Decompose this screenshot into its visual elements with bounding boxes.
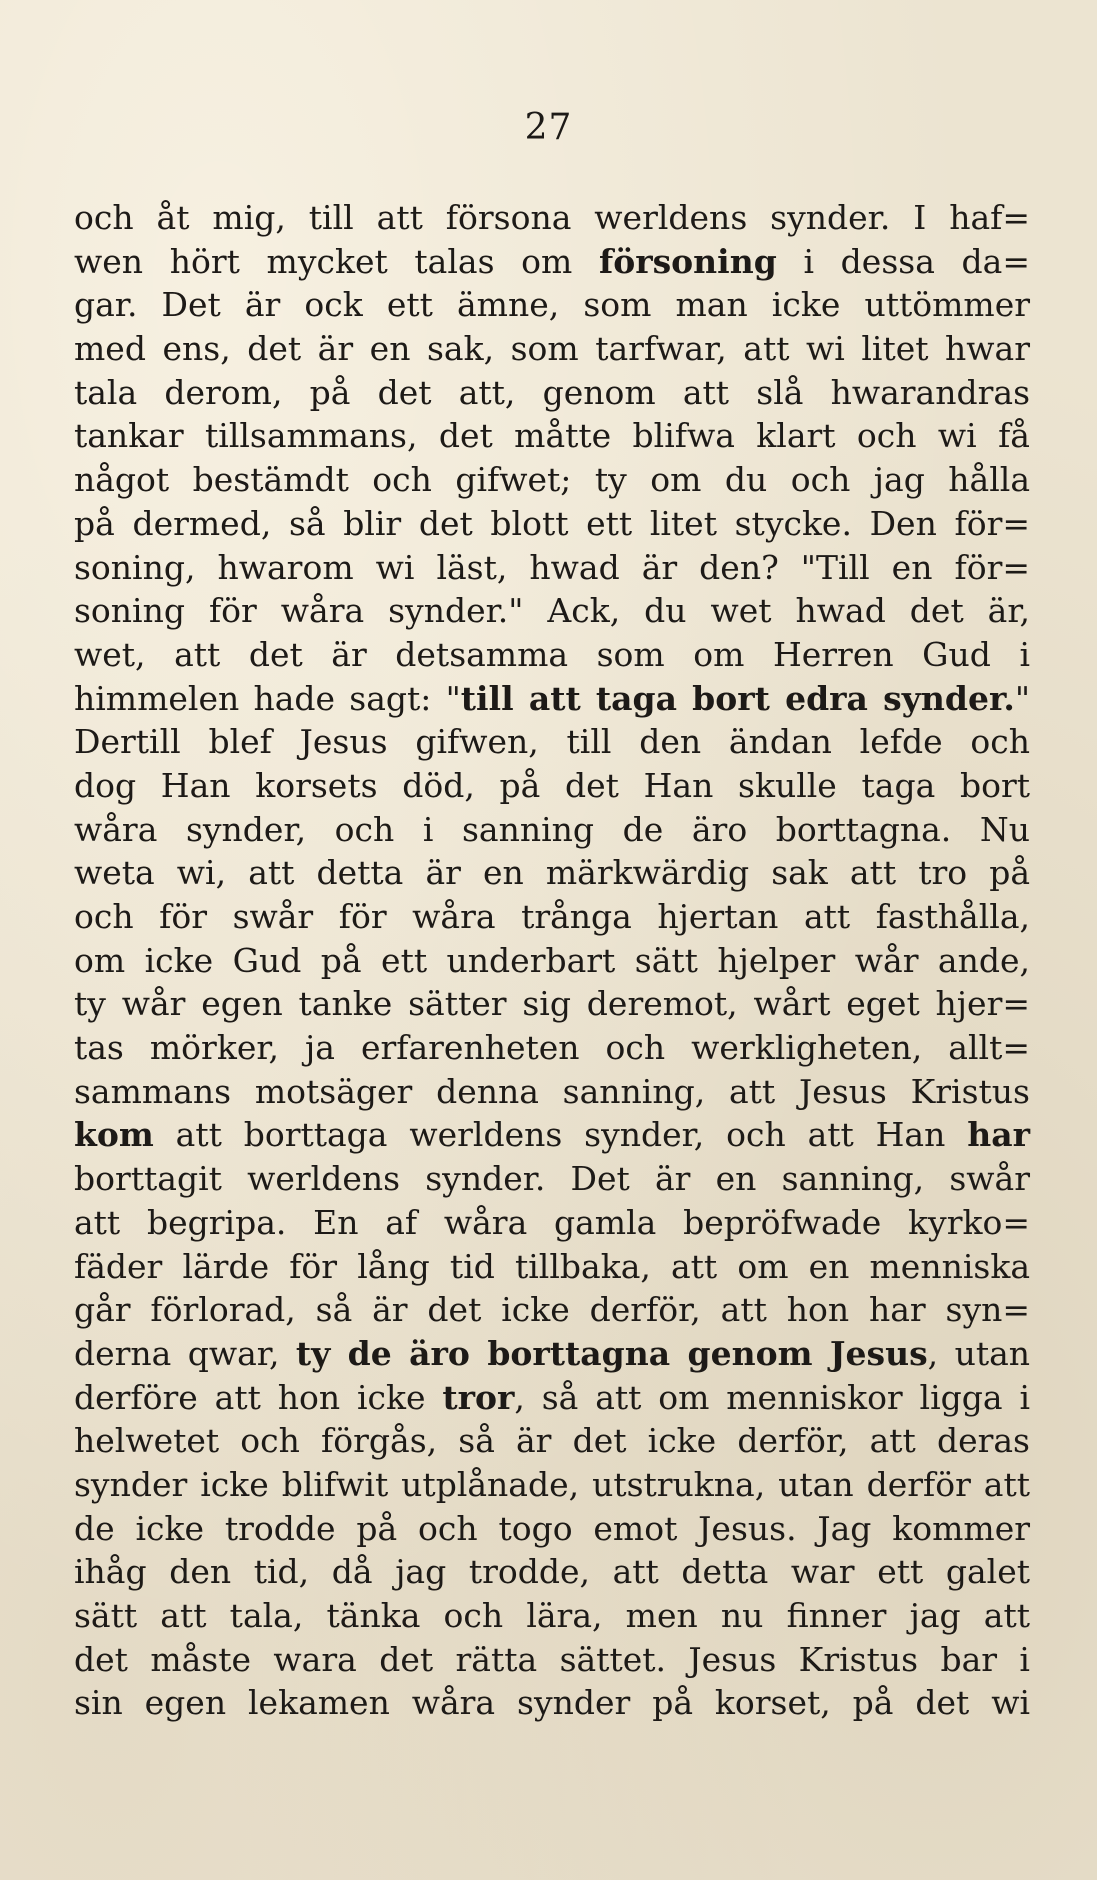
text-line: derföre att hon icke tror, så att om menniskor ligga i <box>74 1377 1030 1417</box>
text-line: på dermed, så blir det blott ett litet stycke. Den för= <box>74 503 1030 543</box>
text-line: och för swår för wåra trånga hjertan att fasthålla, <box>74 897 1030 936</box>
text-line: om icke Gud på ett underbart sätt hjelper wår ande, <box>74 940 1030 980</box>
text-line: med ens, det är en sak, som tarfwar, att wi litet hwar <box>74 329 1030 369</box>
emphasis-text: har <box>967 1115 1030 1155</box>
text-line: det måste wara det rätta sättet. Jesus Kristus bar i <box>74 1639 1030 1679</box>
text-line: kom att borttaga werldens synder, och att Han har <box>74 1115 1030 1155</box>
emphasis-text: tror <box>442 1377 515 1417</box>
body-text <box>74 196 1030 1725</box>
text-line: tankar tillsammans, det måtte blifwa klart och wi få <box>74 416 1030 456</box>
text-line: går förlorad, så är det icke derför, att hon har syn= <box>74 1290 1030 1330</box>
text-line: sammans motsäger denna sanning, att Jesus Kristus <box>74 1071 1030 1111</box>
text-line: ty wår egen tanke sätter sig deremot, wårt eget hjer= <box>74 984 1030 1024</box>
emphasis-text: försoning <box>599 241 777 281</box>
text-line: Dertill blef Jesus gifwen, till den ändan lefde och <box>74 722 1030 762</box>
text-line: synder icke blifwit utplånade, utstrukna, utan derför att <box>74 1464 1030 1504</box>
emphasis-text: kom <box>74 1115 154 1155</box>
text-line: weta wi, att detta är en märkwärdig sak att tro på <box>74 853 1030 893</box>
text-line: fäder lärde för lång tid tillbaka, att om en menniska <box>74 1246 1030 1286</box>
text-line: himmelen hade sagt: "till att taga bort edra synder." <box>74 678 1030 718</box>
text-line: något bestämdt och gifwet; ty om du och jag hålla <box>74 460 1030 500</box>
text-line: borttagit werldens synder. Det är en sanning, swår <box>74 1159 1030 1199</box>
text-line: ihåg den tid, då jag trodde, att detta war ett galet <box>74 1552 1030 1592</box>
text-line: att begripa. En af wåra gamla bepröfwade kyrko= <box>74 1202 1030 1242</box>
text-line: sätt att tala, tänka och lära, men nu finner jag att <box>74 1596 1030 1635</box>
text-line: wet, att det är detsamma som om Herren Gud i <box>74 634 1030 674</box>
emphasis-text: till att taga bort edra synder. <box>460 678 1015 718</box>
text-line: och åt mig, till att försona werldens synder. I haf= <box>74 198 1030 237</box>
text-line: sin egen lekamen wåra synder på korset, på det wi <box>74 1683 1030 1723</box>
text-line: wåra synder, och i sanning de äro borttagna. Nu <box>74 809 1030 849</box>
text-line: derna qwar, ty de äro borttagna genom Jesus, utan <box>74 1333 1031 1373</box>
text-line: helwetet och förgås, så är det icke derför, att deras <box>74 1421 1030 1461</box>
text-line: soning, hwarom wi läst, hwad är den? "Till en för= <box>74 547 1030 587</box>
text-line: tas mörker, ja erfarenheten och werkligheten, allt= <box>74 1028 1030 1068</box>
page-number: 27 <box>524 107 573 148</box>
emphasis-text: ty de äro borttagna genom Jesus <box>295 1333 928 1373</box>
text-line: soning för wåra synder." Ack, du wet hwad det är, <box>74 591 1030 631</box>
text-line: dog Han korsets död, på det Han skulle taga bort <box>74 765 1030 805</box>
text-line: gar. Det är ock ett ämne, som man icke uttömmer <box>74 285 1030 325</box>
text-line: wen hört mycket talas om försoning i dessa da= <box>74 241 1030 281</box>
text-line: de icke trodde på och togo emot Jesus. Jag kommer <box>74 1508 1030 1548</box>
text-line: tala derom, på det att, genom att slå hwarandras <box>74 372 1030 412</box>
